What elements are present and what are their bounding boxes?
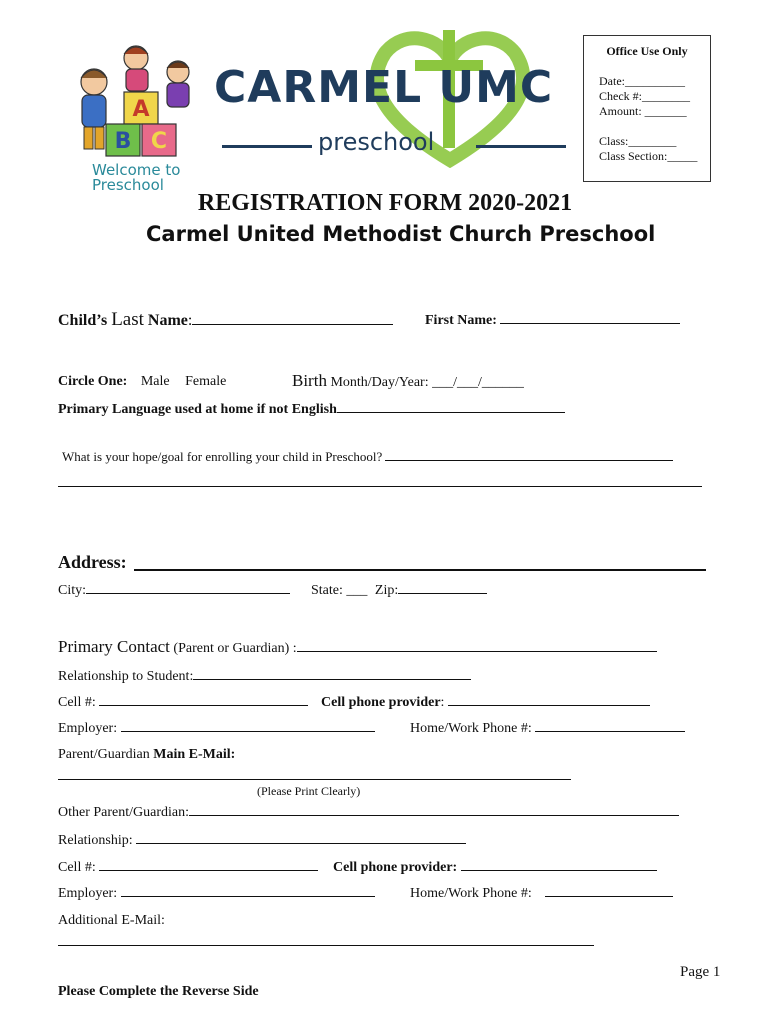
other-provider-label: Cell phone provider: [333,860,458,875]
carmel-umc-logo-text: CARMEL UMC [214,62,554,113]
welcome-line-2: Preschool [92,176,164,194]
child-last-name-field[interactable] [192,324,393,325]
primary-provider-colon: : [440,695,445,710]
first-name-field[interactable] [500,323,680,324]
birth-label: Birth [292,371,327,390]
child-last-name-row [58,309,393,331]
other-relationship-row [58,833,466,849]
primary-employer-field[interactable] [121,731,375,732]
male-option[interactable]: Male [140,374,170,389]
logo-rule-left [222,145,312,148]
hope-field[interactable] [385,460,673,461]
primary-provider-row [321,695,650,711]
hope-label: What is your hope/goal for enrolling your child in Preschool? [62,449,383,464]
state-field[interactable]: State: ___ [311,583,368,598]
primary-provider-field[interactable] [448,705,650,706]
primary-relationship-label: Relationship to Student: [58,669,194,684]
address-row [58,552,127,573]
primary-home-phone-row [410,721,685,737]
other-employer-field[interactable] [121,896,375,897]
primary-email-label-b: Main E-Mail: [153,747,236,762]
primary-cell-field[interactable] [99,705,308,706]
primary-employer-row [58,721,375,737]
first-name-row [425,313,680,329]
page-number: Page 1 [680,964,721,980]
child-last-label-c: Name [143,312,188,329]
primary-contact-label-2: (Parent or Guardian) : [169,641,297,656]
other-home-phone-label: Home/Work Phone #: [410,886,532,901]
logo-rule-right [476,145,566,148]
office-amount: Amount: _______ [599,104,687,118]
welcome-line-1: Welcome to [92,161,181,179]
other-home-phone-row [410,886,673,902]
city-field[interactable] [86,593,290,594]
other-guardian-label: Other Parent/Guardian: [58,805,190,820]
primary-contact-label: Primary Contact [58,637,170,656]
form-subtitle: Carmel United Methodist Church Preschool [146,222,656,246]
office-use-box [583,35,711,182]
office-date: Date:__________ [599,74,685,88]
office-use-title: Office Use Only [606,44,688,58]
primary-home-phone-field[interactable] [535,731,685,732]
city-row [58,583,290,599]
city-label: City: [58,583,87,598]
primary-relationship-field[interactable] [193,679,471,680]
other-email-label: Additional E-Mail: [58,913,165,928]
other-cell-label: Cell #: [58,860,96,875]
primary-cell-label: Cell #: [58,695,96,710]
primary-contact-row [58,637,657,657]
other-employer-label: Employer: [58,886,118,901]
birth-row [292,371,524,391]
primary-email-label-a: Parent/Guardian [58,747,154,762]
other-email-row [58,913,165,929]
child-last-label-b: Last [111,309,144,330]
office-check: Check #:________ [599,89,690,103]
other-provider-row [333,860,657,876]
primary-email-row [58,747,235,763]
language-field[interactable] [337,412,565,413]
zip-label: Zip: [374,583,399,598]
block-c-letter: C [150,129,168,154]
primary-cell-row [58,695,308,711]
gender-row [58,374,226,390]
office-section: Class Section:_____ [599,149,698,163]
birth-format-label: Month/Day/Year: [326,375,429,390]
preschool-logo-text: preschool [318,128,435,156]
office-class: Class:________ [599,134,677,148]
primary-relationship-row [58,669,471,685]
other-cell-field[interactable] [99,870,318,871]
primary-employer-label: Employer: [58,721,118,736]
other-relationship-field[interactable] [136,843,466,844]
other-cell-row [58,860,318,876]
form-title: REGISTRATION FORM 2020-2021 [197,190,573,216]
other-home-phone-field[interactable] [545,896,673,897]
address-label: Address: [58,552,127,572]
kids-blocks-illustration [66,40,206,165]
child-last-label-a: Child’s [58,312,112,329]
block-a-letter: A [132,97,150,122]
primary-email-field[interactable] [58,779,571,780]
state-zip-row [311,583,487,599]
child-last-label-d: : [187,312,193,329]
language-row [58,402,565,418]
language-label: Primary Language used at home if not English [58,402,337,417]
primary-provider-label: Cell phone provider [321,695,441,710]
other-employer-row [58,886,375,902]
primary-contact-field[interactable] [297,651,657,652]
hope-row [62,449,673,465]
first-name-label: First Name: [425,313,497,328]
other-relationship-label: Relationship: [58,833,133,848]
welcome-to-preschool [92,163,180,193]
other-guardian-row [58,805,679,821]
birth-date-field[interactable]: ___/___/______ [428,375,524,390]
hope-field-line-2[interactable] [58,486,702,487]
reverse-side-note: Please Complete the Reverse Side [58,984,259,999]
circle-one-label: Circle One: [58,374,128,389]
female-option[interactable]: Female [185,374,227,389]
block-b-letter: B [114,129,132,154]
zip-field[interactable] [398,593,487,594]
address-field[interactable] [134,569,706,571]
other-provider-field[interactable] [461,870,657,871]
other-guardian-field[interactable] [189,815,679,816]
other-email-field[interactable] [58,945,594,946]
print-clearly-note: (Please Print Clearly) [257,784,361,798]
primary-home-phone-label: Home/Work Phone #: [410,721,532,736]
